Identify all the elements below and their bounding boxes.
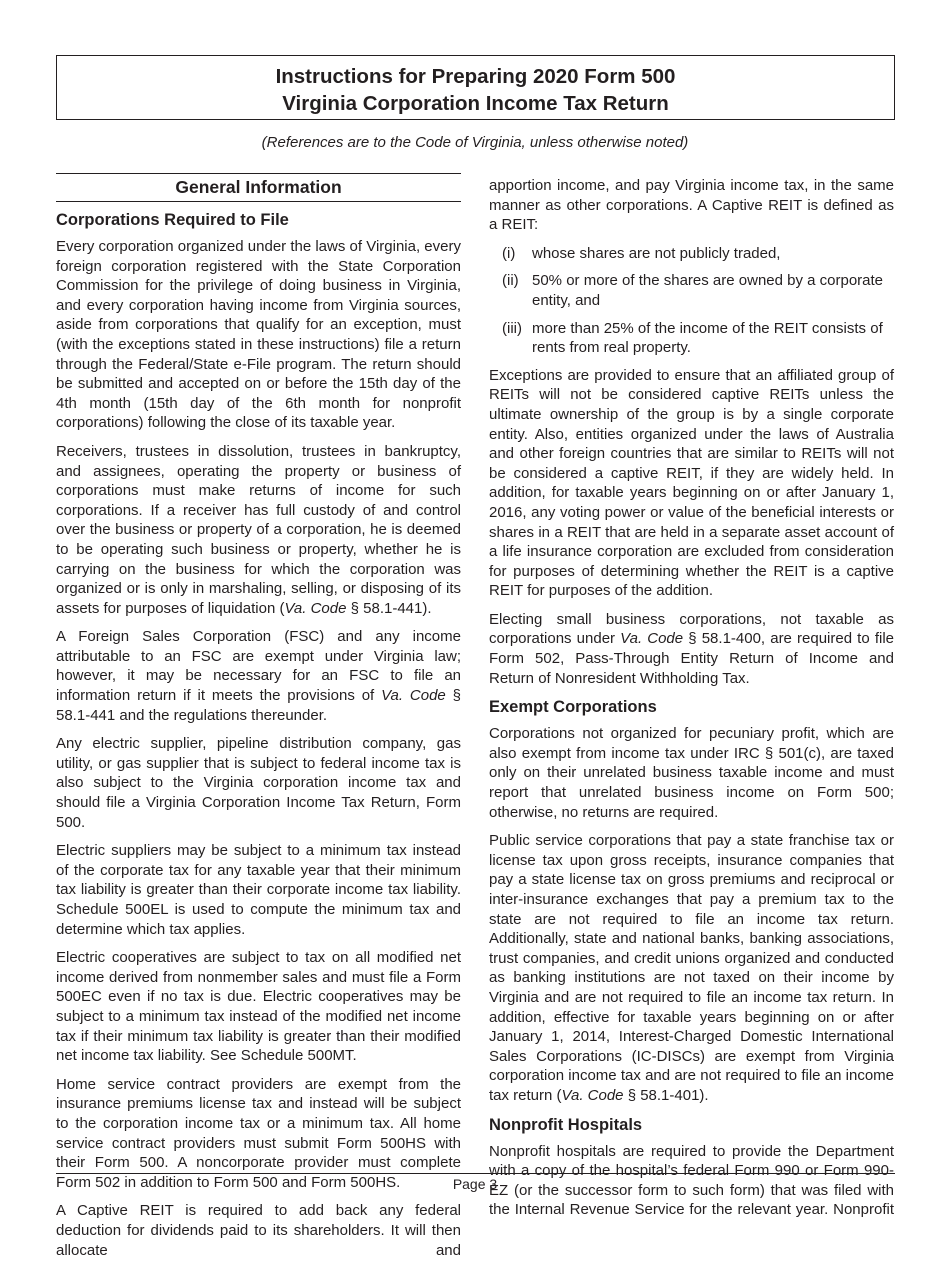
paragraph-text: Electing small business corporations, not taxable as corporations under bbox=[489, 610, 894, 648]
paragraph bbox=[489, 366, 894, 601]
paragraph bbox=[56, 841, 461, 939]
list-item bbox=[502, 244, 894, 264]
right-column bbox=[489, 176, 894, 1229]
list-item-number: (i) bbox=[502, 244, 516, 262]
code-citation: Va. Code bbox=[381, 687, 446, 705]
paragraph bbox=[489, 610, 894, 688]
paragraph-text: Exceptions are provided to ensure that an affiliated group of REITs will not be considered captive REITs unless the ultimate ownership of the group is by a single corporate entity. Also, entities organized under the laws of Australia and other foreign countries that are similar to REITs will not be considered a captive REIT, if they are widely held. In addition, for taxable years beginning on or after January 1, 2016, any voting power or value of the beneficial interests or shares in a REIT that are held in a separate asset account of a life insurance corporation are excluded from consideration for purposes of determining whether the REIT is a captive REIT for purposes of the addition. bbox=[489, 366, 894, 600]
code-citation: Va. Code bbox=[620, 630, 684, 648]
subsection-heading: Nonprofit Hospitals bbox=[489, 1115, 643, 1134]
paragraph bbox=[56, 734, 461, 832]
list-item bbox=[502, 319, 894, 358]
list-item-number: (ii) bbox=[502, 272, 519, 290]
subsection-heading: Corporations Required to File bbox=[56, 211, 289, 229]
paragraph bbox=[489, 831, 894, 1105]
title-box bbox=[56, 55, 895, 120]
paragraph-text: Corporations not organized for pecuniary profit, which are also exempt from income tax under IRC § 501(c), are taxed only on their unrelated business taxable income and must report that unrelated business income on Form 500; otherwise, no returns are required. bbox=[489, 725, 894, 821]
paragraph bbox=[56, 627, 461, 725]
paragraph-text: § 58.1-441). bbox=[346, 599, 432, 617]
document-title-line1: Instructions for Preparing 2020 Form 500 bbox=[275, 65, 676, 88]
code-citation: Va. Code bbox=[284, 599, 347, 617]
list-item-text: 50% or more of the shares are owned by a corporate entity, and bbox=[532, 272, 884, 309]
paragraph-text: A Captive REIT is required to add back any federal deduction for dividends paid to its shareholders. It will then allocate and bbox=[56, 1202, 461, 1259]
paragraph-text: apportion income, and pay Virginia income tax, in the same manner as other corporations. A Captive REIT is defined as a REIT: bbox=[489, 177, 894, 234]
list-item-number: (iii) bbox=[502, 319, 522, 337]
paragraph bbox=[489, 176, 894, 235]
references-note: (References are to the Code of Virginia, unless otherwise noted) bbox=[261, 134, 689, 151]
code-citation: Va. Code bbox=[561, 1086, 624, 1104]
paragraph bbox=[56, 237, 461, 433]
paragraph bbox=[56, 442, 461, 618]
section-heading: General Information bbox=[56, 173, 461, 202]
paragraph bbox=[56, 1075, 461, 1193]
paragraph bbox=[489, 724, 894, 822]
paragraph-text: Public service corporations that pay a state franchise tax or license tax upon gross receipts, insurance companies that pay a state license tax on gross premiums and reciprocal or inter-insurance exchanges that pay a premium tax to the state are not required to file an income tax return. Additionally, state and national banks, banking associations, trust companies, and credit unions organized and conducted as banking institutions are not taxed on their income by Virginia and are not required to file an income tax return. In addition, effective for taxable years beginning on or after January 1, 2014, Interest-Charged Domestic International Sales Corporations (IC-DISCs) are exempt from Virginia corporation income tax and are not required to file an income tax return ( bbox=[489, 832, 894, 1104]
paragraph-text: Every corporation organized under the laws of Virginia, every foreign corporation registered with the State Corporation Commission for the privilege of doing business in Virginia, and every corporation having income from Virginia sources, aside from corporations that qualify for an exception, must (with the exceptions stated in these instructions) file a return through the Federal/State e-File program. The return should be submitted and accepted on or before the 15th day of the 4th month (15th day of the 6th month for nonprofit corporations) following the close of its taxable year. bbox=[56, 238, 461, 432]
paragraph bbox=[56, 1201, 461, 1260]
subsection-heading: Exempt Corporations bbox=[489, 698, 657, 717]
paragraph-text: Receivers, trustees in dissolution, trustees in bankruptcy, and assignees, operating the property or business of corporations must make returns of income for such corporations. If a receiver has full custody of and control over the business or property of a corporation, he is deemed to be operating such business or property, whether he is carrying on the business for which the corporation was organized or is only in marshaling, selling, or disposing of its assets for purposes of liquidation ( bbox=[56, 442, 461, 617]
list-item bbox=[502, 271, 894, 310]
list-item-text: more than 25% of the income of the REIT consists of rents from real property. bbox=[532, 319, 883, 357]
document-title-line2: Virginia Corporation Income Tax Return bbox=[282, 92, 669, 115]
paragraph-text: Nonprofit hospitals are required to provide the Department with a copy of the hospital’s federal Form 990 or Form 990-EZ (or the successor form to such form) that was filed with the Internal Revenue Service for the relevant year. Nonprofit bbox=[489, 1142, 894, 1219]
paragraph-text: § 58.1-441 and the regulations thereunder. bbox=[56, 687, 461, 724]
paragraph-text: Any electric supplier, pipeline distribution company, gas utility, or gas supplier that is subject to federal income tax is also subject to the Virginia corporation income tax and should file a Virginia Corporation Income Tax Return, Form 500. bbox=[56, 735, 461, 831]
paragraph-text: § 58.1-401). bbox=[623, 1086, 709, 1104]
paragraph-text: Home service contract providers are exempt from the insurance premiums license tax and instead will be subject to the corporation income tax or a minimum tax. All home service contract providers must submit Form 500HS with their Form 500. A noncorporate provider must complete Form 502 in addition to Form 500 and Form 500HS. bbox=[56, 1075, 461, 1191]
list-item-text: whose shares are not publicly traded, bbox=[532, 244, 781, 262]
left-column bbox=[56, 173, 461, 1269]
footer-divider bbox=[56, 1173, 895, 1174]
paragraph-text: A Foreign Sales Corporation (FSC) and any income attributable to an FSC are exempt under Virginia law; however, it may be necessary for an FSC to file an information return if it meets the provisions of bbox=[56, 628, 461, 705]
paragraph bbox=[56, 948, 461, 1066]
page-number: Page 3 bbox=[452, 1176, 498, 1192]
paragraph-text: Electric cooperatives are subject to tax on all modified net income derived from nonmember sales and must file a Form 500EC even if no tax is due. Electric cooperatives may be subject to a minimum tax instead of the modified net income tax if their minimum tax liability is greater than their modified net income tax liability. See Schedule 500MT. bbox=[56, 949, 461, 1065]
paragraph-text: Electric suppliers may be subject to a minimum tax instead of the corporate tax for any taxable year that their minimum tax liability is greater than their corporate income tax liability. Schedule 500EL is used to compute the minimum tax and determine which tax applies. bbox=[56, 842, 461, 938]
paragraph-text: § 58.1-400, are required to file Form 502, Pass-Through Entity Return of Income and Return of Nonresident Withholding Tax. bbox=[489, 630, 894, 687]
